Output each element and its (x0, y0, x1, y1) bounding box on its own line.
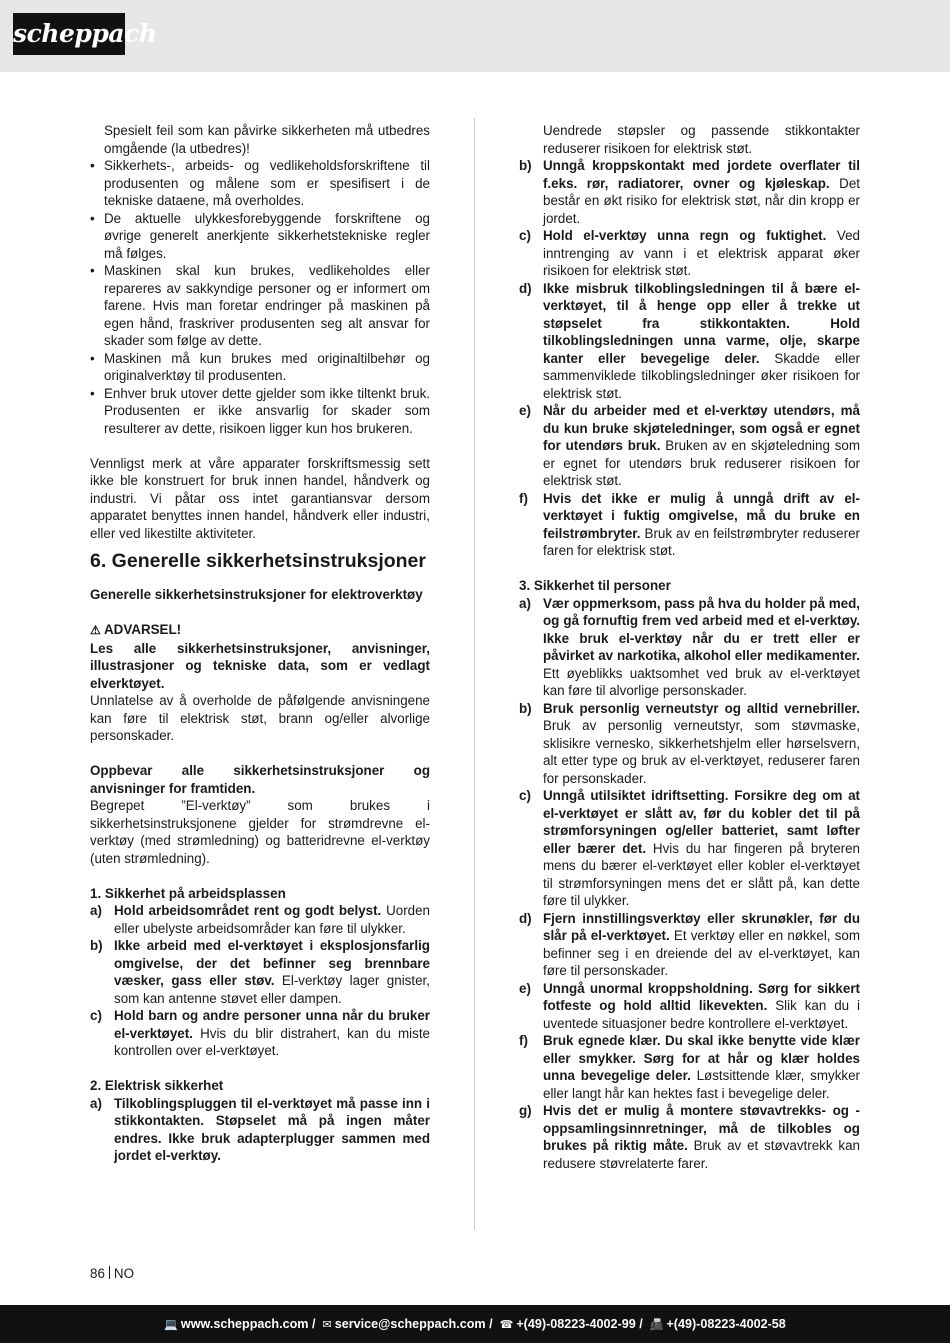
page-footer (0, 1305, 950, 1343)
warning-text: Unnlatelse av å overholde de påfølgende anvisningene kan føre til elektrisk støt, brann og/eller alvorlige personskader. (90, 693, 430, 743)
section-subtitle: Generelle sikkerhetsinstruksjoner for elektroverktøy (90, 587, 423, 602)
notice-paragraph: Vennligst merk at våre apparater forskriftsmessig sett ikke ble konstruert for bruk innen handel, håndverk og industri. Vi påtar oss intet garantiansvar dersom apparatet benyttes innen handel, håndverk eller industri, eller ved likestilte aktiviteter. (90, 455, 430, 541)
bullet-item: • Enhver bruk utover dette gjelder som ikke tiltenkt bruk. Produsenten er ikke ansvarlig for skader som resulterer av dette, risikoen ligger kun hos brukeren. (90, 385, 430, 438)
mail-icon: ✉ (322, 1318, 332, 1331)
bullet-item: • Maskinen skal kun brukes, vedlikeholdes eller repareres av sakkyndige personer og er informert om farene. Hvis man foretar endringer på maskinen på egen hånd, fraskriver produsenten seg alt ansvar for skader som følge av dette. (90, 262, 430, 350)
warning-bold-text: Les alle sikkerhetsinstruksjoner, anvisninger, illustrasjoner og tekniske data, som er vedlagt elverktøyet. (90, 640, 430, 691)
list-item: a) Tilkoblingspluggen til el-verktøyet må passe inn i stikkontakten. Støpselet må på ingen måter endres. Ikke bruk adapterplugger sammen med jordet el-verktøy. (90, 1095, 430, 1163)
bullet-item: • Sikkerhets-, arbeids- og vedlikeholdsforskriftene til produsenten og målene som er spesifisert i de tekniske dataene, må overholdes. (90, 157, 430, 210)
bullet-item: • Maskinen må kun brukes med originaltilbehør og originalverktøy til produsenten. (90, 350, 430, 385)
fax-icon: 📠 (649, 1318, 664, 1331)
warning-heading (90, 621, 430, 640)
list-item: e) Unngå unormal kroppsholdning. Sørg for sikkert fotfeste og hold alltid likevekten. Slik kan du i uventede situasjoner bedre kontrollere el-verktøyet. (519, 980, 861, 1031)
list-item: b) Bruk personlig verneutstyr og alltid vernebriller. Bruk av personlig verneutstyr, som støvmaske, sklisikre vernesko, sikkerhetshjelm eller hørselsvern, alt etter type og bruk av el-verktøyet, reduserer faren for personskader. (519, 700, 860, 786)
list-item: d) Ikke misbruk tilkoblingsledningen til å bære el-verktøyet, til å henge opp eller å trekke ut støpselet fra stikkontakten. Hold tilkoblingsledningen unna varme, olje, skarpe kanter eller bevegelige deler. Skadde eller sammenviklede tilkoblingsledninger øker risikoen for elektrisk støt. (519, 280, 860, 401)
subsection-title: 2. Elektrisk sikkerhet (90, 1078, 224, 1093)
page-header (0, 0, 950, 72)
bullet-item: • De aktuelle ulykkesforebyggende forskriftene og øvrige generelt anerkjente sikkerhetstekniske regler må følges. (90, 210, 430, 263)
keep-instructions-bold: Oppbevar alle sikkerhetsinstruksjoner og anvisninger for framtiden. (90, 763, 430, 796)
list-item: c) Hold barn og andre personer unna når du bruker el-verktøyet. Hvis du blir distrahert, kan du miste kontrollen over el-verktøyet. (90, 1008, 430, 1058)
continued-text: Uendrede støpsler og passende stikkontakter reduserer risikoen for elektrisk støt. (543, 123, 860, 156)
intro-text: Spesielt feil som kan påvirke sikkerheten må utbedres omgående (la utbedres)! (104, 123, 430, 156)
footer-web[interactable]: 💻 www.scheppach.com / (164, 1305, 315, 1343)
list-item: b) Ikke arbeid med el-verktøyet i eksplosjonsfarlig omgivelse, der det befinner seg brennbare væsker, gass eller støv. El-verktøy lager gnister, som kan antenne støvet eller dampen. (90, 938, 430, 1006)
warning-icon: ⚠ (90, 623, 101, 637)
right-column (519, 122, 860, 1172)
scheppach-logo: scheppach (13, 13, 125, 55)
footer-email[interactable]: ✉ service@scheppach.com / (319, 1305, 493, 1343)
footer-fax: 📠 +(49)-08223-4002-58 (646, 1305, 786, 1343)
footer-phone: ☎ +(49)-08223-4002-99 / (496, 1305, 643, 1343)
keep-instructions-text: Begrepet ”El-verktøy” som brukes i sikkerhetsinstruksjonene gjelder for strømdrevne el-verktøy (med strømledning) og batteridrevne el-verktøy (uten strømledning). (90, 798, 430, 866)
column-divider (474, 118, 475, 1230)
list-item: c) Unngå utilsiktet idriftsetting. Forsikre deg om at el-verktøyet er slått av, før du kobler det til på strømforsyningen og/eller batteriet, samt løfter eller bærer det. Hvis du har fingeren på bryteren mens du bærer el-verktøyet eller kobler el-verktøyet til strømforsyningen mens det er slått på, kan dette føre til ulykker. (519, 788, 861, 908)
list-item: d) Fjern innstillingsverktøy eller skrunøkler, før du slår på el-verktøyet. Et verktøy eller en nøkkel, som befinner seg i en dreiende del av el-verktøyet, kan føre til personskader. (519, 910, 860, 978)
page-number: 86 NO (90, 1266, 134, 1281)
subsection-title: 3. Sikkerhet til personer (519, 578, 671, 593)
list-item: e) Når du arbeider med et el-verktøy utendørs, må du kun bruke skjøteledninger, som også er egnet for utendørs bruk. Bruken av en skjøteledning som er egnet for utendørs bruk reduserer risikoen for elektrisk støt. (519, 403, 861, 488)
section-title: 6. Generelle sikkerhetsinstruksjoner (90, 550, 426, 572)
list-item: g) Hvis det er mulig å montere støvavtrekks- og -oppsamlingsinnretninger, må de tilkobles og brukes på riktig måte. Bruk av et støvavtrekk kan redusere støvrelaterte farer. (519, 1103, 860, 1171)
list-item: c) Hold el-verktøy unna regn og fuktighet. Ved inntrenging av vann i et elektrisk apparat øker risikoen for elektrisk støt. (519, 228, 860, 278)
list-item: a) Vær oppmerksom, pass på hva du holder på med, og gå fornuftig frem ved arbeid med et el-verktøy. Ikke bruk el-verktøy når du er trett eller er påvirket av narkotika, alkohol eller medikamenter. Ett øyeblikks uaktsomhet ved bruk av el-verktøyet kan føre til alvorlige personskader. (519, 595, 860, 698)
warning-label: ADVARSEL! (104, 622, 182, 637)
list-item: f) Bruk egnede klær. Du skal ikke benytte vide klær eller smykker. Sørg for at hår og klær holdes unna bevegelige deler. Løstsittende klær, smykker eller langt hår kan hektes fast i bevegelige deler. (519, 1033, 860, 1101)
subsection-title: 1. Sikkerhet på arbeidsplassen (90, 885, 286, 901)
computer-icon: 💻 (164, 1318, 178, 1331)
phone-icon: ☎ (499, 1318, 514, 1331)
list-item: b) Unngå kroppskontakt med jordete overflater til f.eks. rør, radiatorer, ovner og kjøleskap. Det består en økt risiko for elektrisk støt, når din kropp er jordet. (519, 158, 860, 226)
left-column (90, 122, 430, 1165)
list-item: f) Hvis det ikke er mulig å unngå drift av el-verktøyet i fuktig omgivelse, må du bruke en feilstrømbryter. Bruk av en feilstrømbryter reduserer faren for elektrisk støt. (519, 490, 860, 558)
list-item: a) Hold arbeidsområdet rent og godt belyst. Uorden eller ubelyste arbeidsområder kan føre til ulykker. (90, 903, 430, 936)
